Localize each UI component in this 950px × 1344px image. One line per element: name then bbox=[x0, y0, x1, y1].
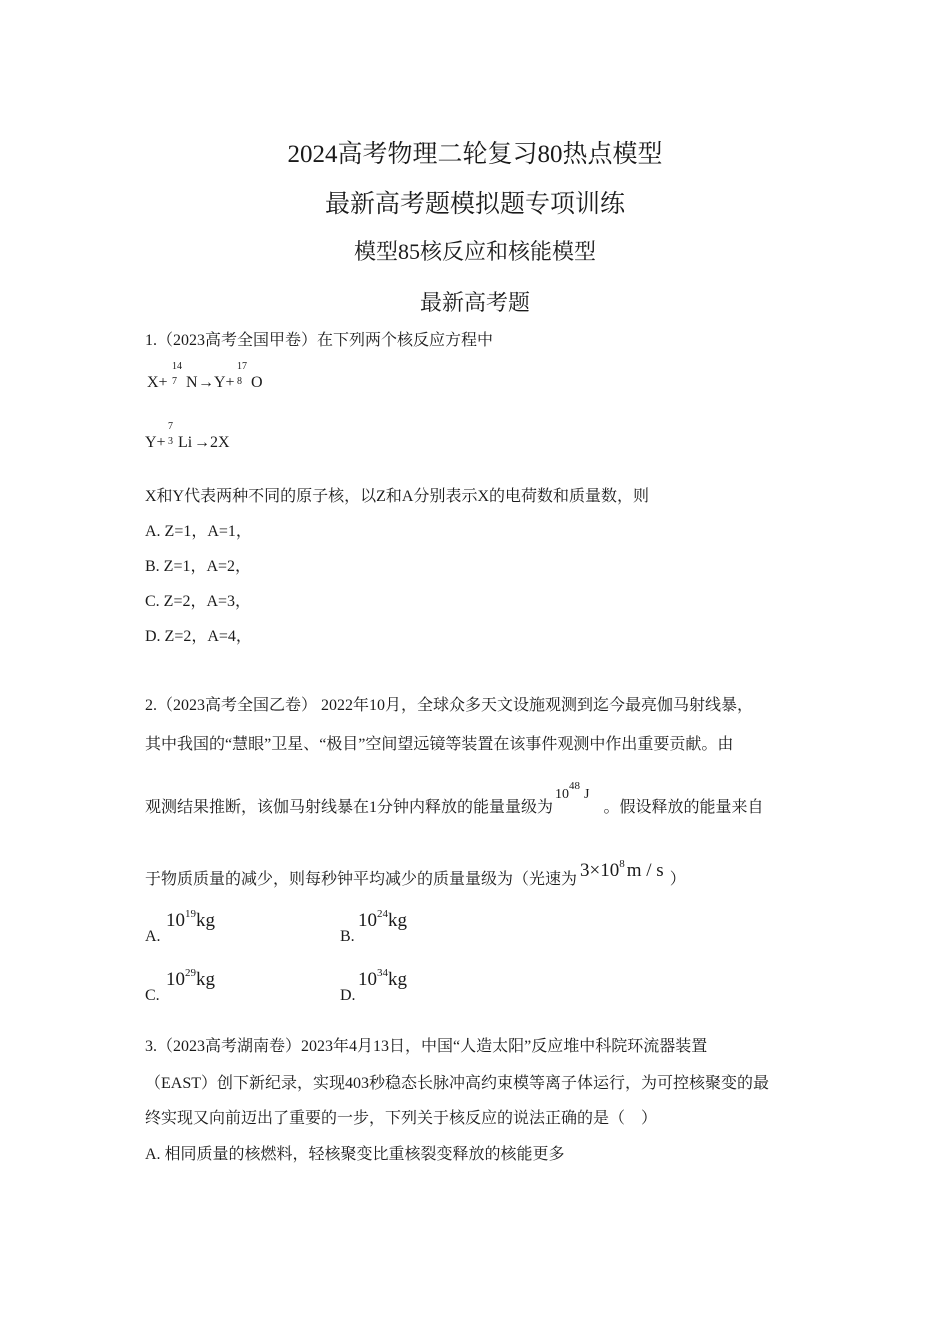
q3-option-a: A. 相同质量的核燃料，轻核聚变比重核裂变释放的核能更多 bbox=[145, 1146, 565, 1163]
q2-option-a-value bbox=[166, 910, 215, 932]
q1-eq2-li-mass: 7 bbox=[168, 421, 173, 432]
q2-light-speed-exp: 8 bbox=[619, 858, 625, 870]
q1-option-c: C. Z=2，A=3， bbox=[145, 593, 252, 610]
q2-line-3-tail: 。假设释放的能量来自 bbox=[603, 799, 764, 816]
q3-line-1: 3.（2023高考湖南卷）2023年4月13日，中国“人造太阳”反应堆中科院环流器装置 bbox=[145, 1038, 708, 1055]
q1-eq1-x-plus: X+ bbox=[147, 374, 168, 391]
q2-option-b-value bbox=[358, 910, 407, 932]
q1-stem: 1.（2023高考全国甲卷）在下列两个核反应方程中 bbox=[145, 332, 494, 349]
q2-line-4-tail: ） bbox=[669, 871, 686, 888]
q3-line-3: 终实现又向前迈出了重要的一步，下列关于核反应的说法正确的是（ ） bbox=[145, 1110, 658, 1127]
q1-eq1-n-mass: 14 bbox=[172, 361, 182, 372]
q1-eq1-o-mass: 17 bbox=[237, 361, 247, 372]
q2-option-c-value bbox=[166, 969, 215, 991]
q1-eq2-li-symbol: Li bbox=[178, 434, 193, 451]
q1-eq1-arrow-y: →Y+ bbox=[198, 374, 235, 391]
section-title: 最新高考题 bbox=[419, 290, 530, 315]
q1-option-b: B. Z=1，A=2， bbox=[145, 558, 252, 575]
q2-option-d-letter: D. bbox=[340, 987, 356, 1004]
q2-option-a-base: 10 bbox=[166, 910, 185, 931]
q2-option-b bbox=[340, 928, 355, 946]
q2-option-b-base: 10 bbox=[358, 910, 377, 931]
model-title: 模型85核反应和核能模型 bbox=[353, 239, 596, 264]
q1-option-a: A. Z=1，A=1， bbox=[145, 523, 252, 540]
q2-option-c-exp: 29 bbox=[185, 967, 196, 979]
q2-option-c bbox=[145, 987, 160, 1005]
q2-option-a-unit: kg bbox=[196, 910, 215, 931]
q1-option-d: D. Z=2，A=4， bbox=[145, 628, 252, 645]
q1-text: X和Y代表两种不同的原子核，以Z和A分别表示X的电荷数和质量数，则 bbox=[145, 488, 649, 505]
q1-eq2-li-charge: 3 bbox=[168, 436, 173, 447]
q2-line-2: 其中我国的“慧眼”卫星、“极目”空间望远镜等装置在该事件观测中作出重要贡献。由 bbox=[145, 736, 734, 753]
q2-option-b-exp: 24 bbox=[377, 908, 388, 920]
q2-option-b-letter: B. bbox=[340, 928, 355, 945]
q1-eq2-arrow-2x: →2X bbox=[194, 434, 230, 451]
q1-eq1-n-charge: 7 bbox=[172, 376, 177, 387]
q2-option-b-unit: kg bbox=[388, 910, 407, 931]
q2-option-c-unit: kg bbox=[196, 969, 215, 990]
q1-eq2-y-plus: Y+ bbox=[145, 434, 166, 451]
q2-option-d-base: 10 bbox=[358, 969, 377, 990]
q2-light-speed bbox=[577, 858, 670, 881]
main-title: 2024高考物理二轮复习80热点模型 bbox=[287, 141, 663, 168]
q2-light-speed-coef: 3×10 bbox=[580, 860, 620, 881]
q2-line-3-text: 观测结果推断，该伽马射线暴在1分钟内释放的能量量级为 bbox=[145, 799, 554, 816]
q2-energy-base: 10 bbox=[555, 787, 570, 802]
q2-option-c-base: 10 bbox=[166, 969, 185, 990]
q2-option-a-letter: A. bbox=[145, 928, 161, 945]
q2-line-4-text: 于物质质量的减少，则每秒钟平均减少的质量量级为（光速为 bbox=[145, 871, 578, 888]
q1-eq1-o-symbol: O bbox=[251, 374, 263, 391]
q2-option-c-letter: C. bbox=[145, 987, 160, 1004]
sub-title: 最新高考题模拟题专项训练 bbox=[324, 191, 625, 218]
q1-eq1-o-charge: 8 bbox=[237, 376, 242, 387]
q1-eq1-n-symbol: N bbox=[186, 374, 198, 391]
q2-line-1: 2.（2023高考全国乙卷） 2022年10月，全球众多天文设施观测到迄今最亮伽马射线暴， bbox=[145, 697, 754, 714]
q2-option-a bbox=[145, 928, 161, 946]
q2-option-d-exp: 34 bbox=[377, 967, 388, 979]
q2-option-a-exp: 19 bbox=[185, 908, 196, 920]
q2-line-4 bbox=[145, 858, 686, 890]
q2-option-d-unit: kg bbox=[388, 969, 407, 990]
q2-energy-value bbox=[553, 780, 593, 802]
q2-energy-exp: 48 bbox=[569, 780, 581, 792]
q2-option-d bbox=[340, 987, 356, 1005]
q2-line-3 bbox=[145, 780, 764, 817]
q2-energy-unit: J bbox=[584, 787, 590, 802]
q2-light-speed-unit: m / s bbox=[626, 860, 664, 881]
q3-line-2: （EAST）创下新纪录，实现403秒稳态长脉冲高约束模等离子体运行，为可控核聚变的最 bbox=[145, 1075, 770, 1092]
q2-option-d-value bbox=[358, 969, 407, 991]
